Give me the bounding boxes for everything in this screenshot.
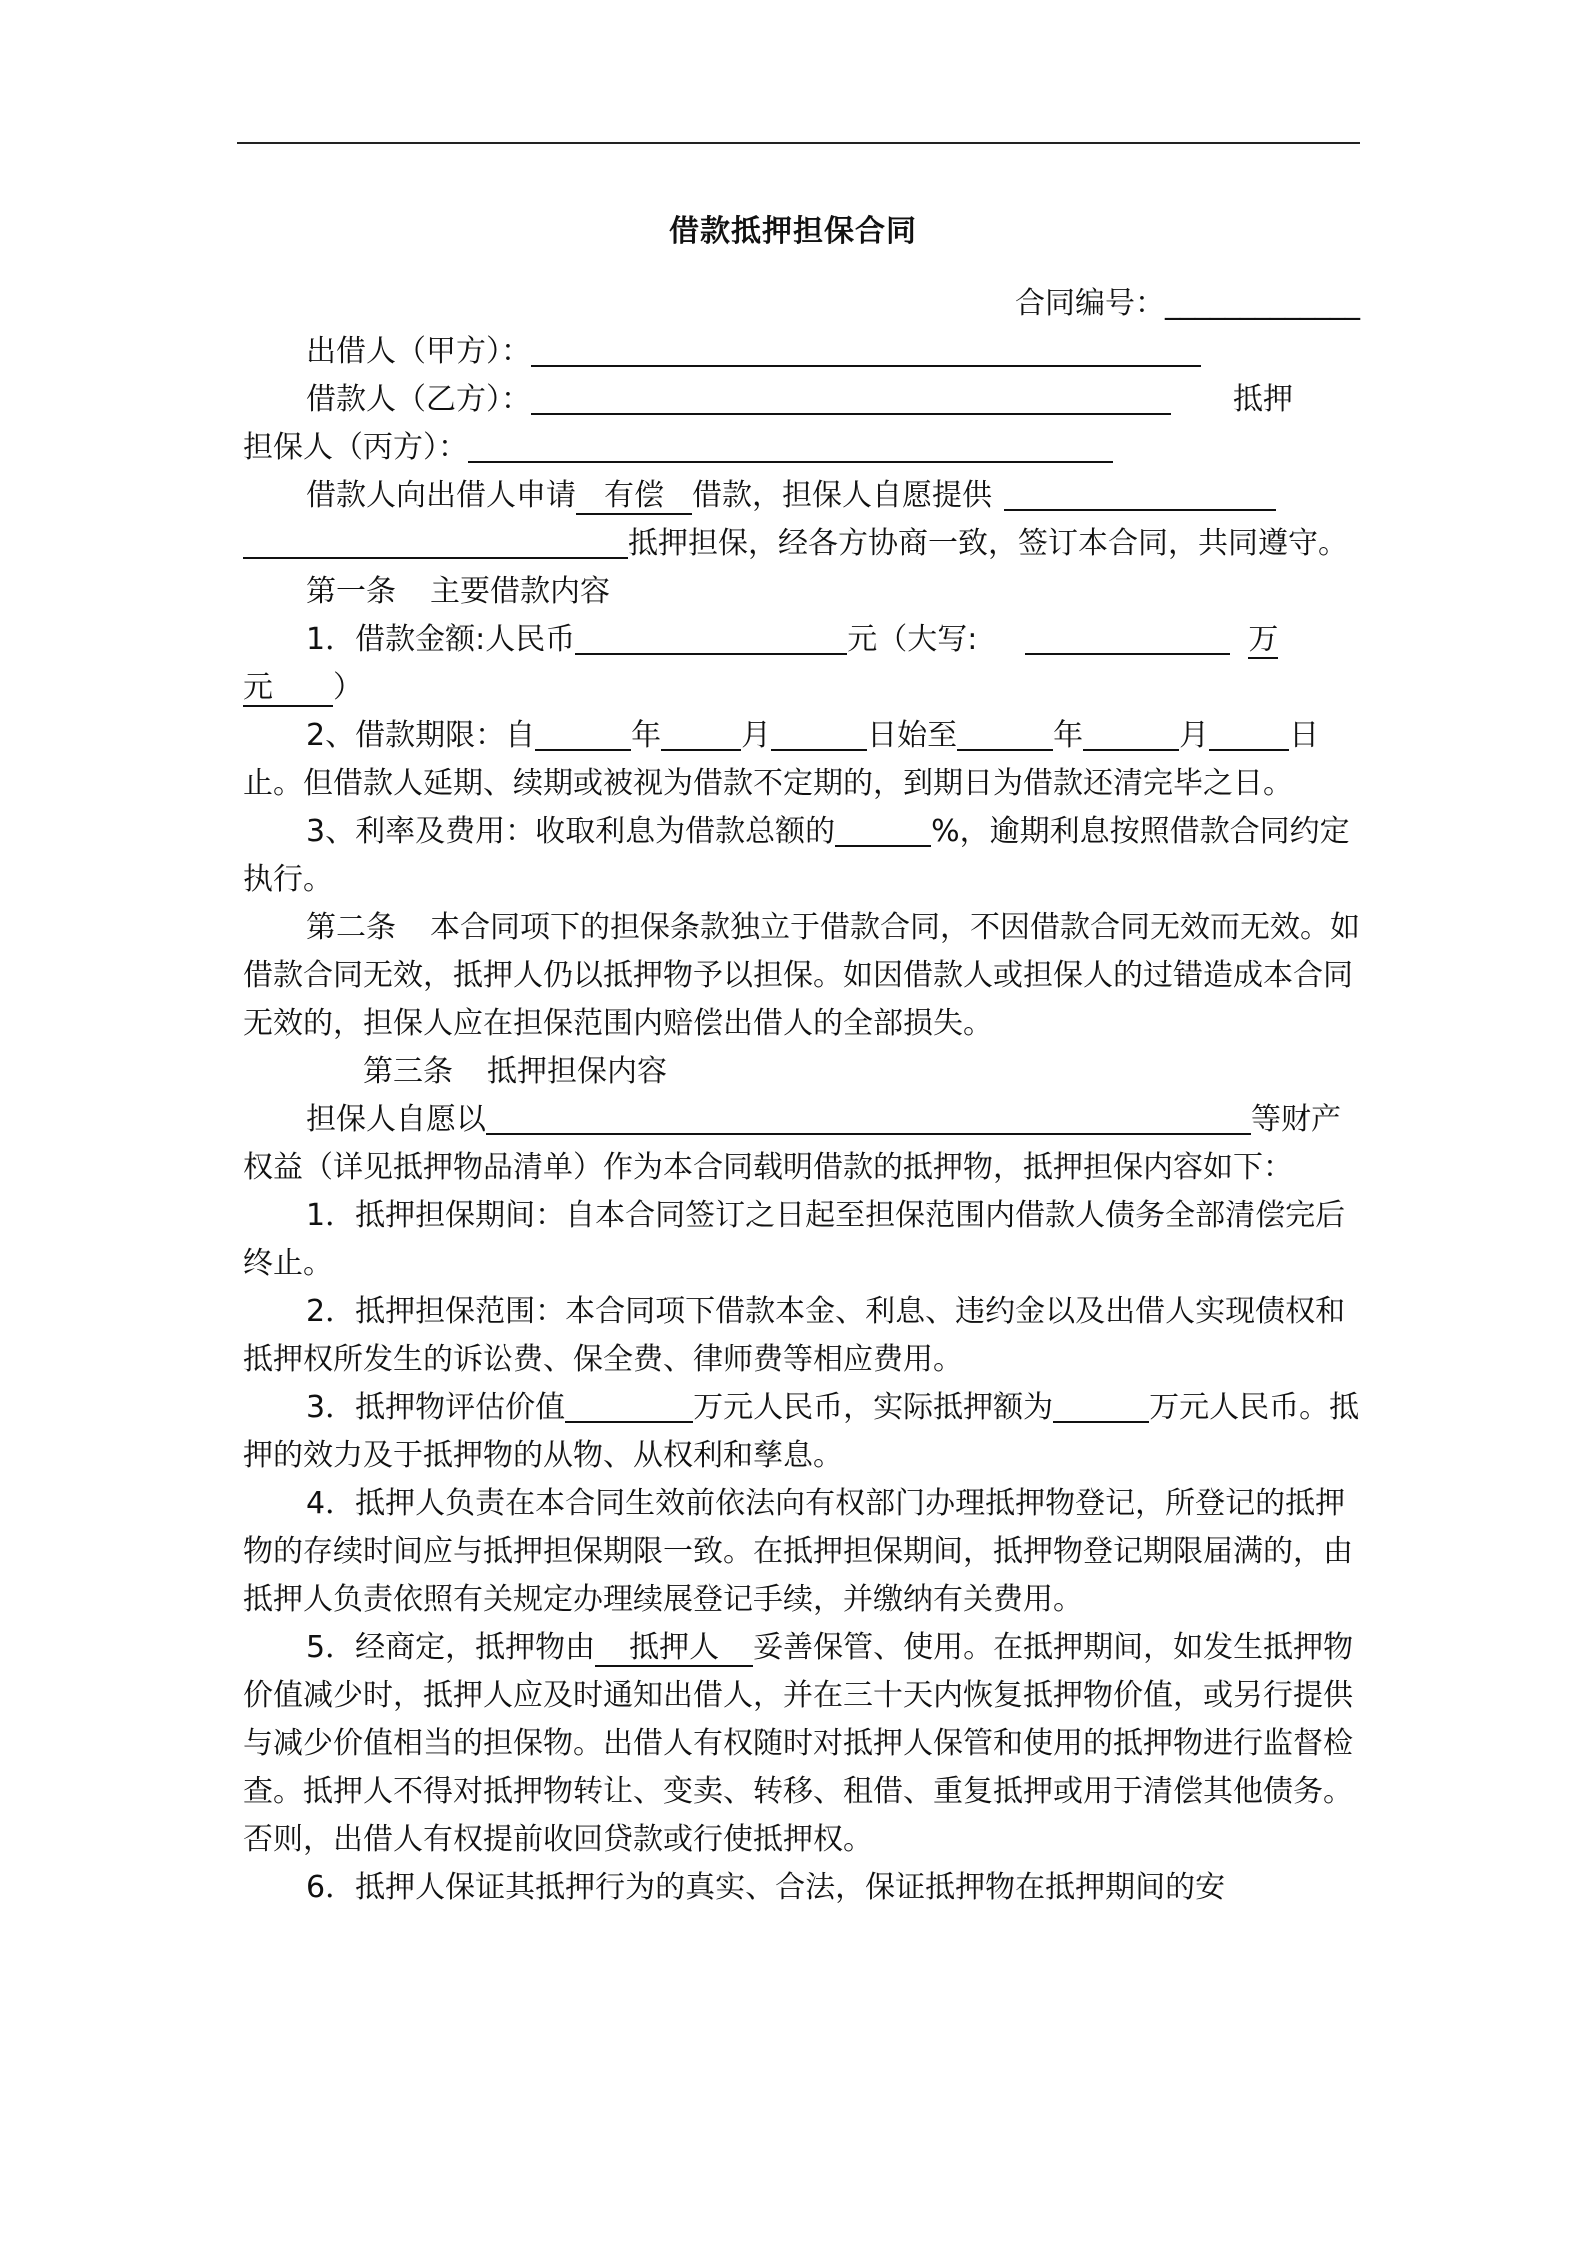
party-a-label: 出借人（甲方）： bbox=[306, 334, 531, 369]
clause-1: 1．抵押担保期间：自本合同签订之日起至担保范围内借款人债务全部清偿完后终止。 bbox=[243, 1198, 1346, 1281]
amount-label: 1．借款金额:人民币 bbox=[306, 622, 576, 657]
article-2 bbox=[243, 904, 1360, 1048]
start-day-blank bbox=[771, 713, 867, 751]
party-c-blank bbox=[468, 425, 1113, 463]
intro-text-2: 借款，担保人自愿提供 bbox=[692, 478, 992, 513]
clause-5-text: 妥善保管、使用。在抵押期间，如发生抵押物价值减少时，抵押人应及时通知出借人，并在三十天内恢复抵押物价值，或另行提供与减少价值相当的担保物。出借人有权随时对抵押人保管和使用的抵押物进行监督检查。抵押人不得对抵押物转让、变卖、转移、租借、重复抵押或用于清偿其他债务。否则，出借人有权提前收回贷款或行使抵押权。 bbox=[243, 1630, 1354, 1857]
header-rule bbox=[237, 142, 1360, 144]
amount-unit: 万元 bbox=[243, 622, 1279, 705]
valuation-label: 3．抵押物评估价值 bbox=[306, 1390, 566, 1425]
item-3-interest bbox=[243, 808, 1360, 904]
intro-text-1: 借款人向出借人申请 bbox=[306, 478, 576, 513]
contract-body bbox=[243, 280, 1360, 1912]
start-month-label: 月 bbox=[741, 718, 772, 753]
contract-number-label: 合同编号： bbox=[1015, 286, 1165, 321]
clause-6: 6．抵押人保证其抵押行为的真实、合法，保证抵押物在抵押期间的安 bbox=[306, 1870, 1226, 1905]
party-a-line bbox=[243, 328, 1360, 376]
collateral-text: 等财产权益（详见抵押物品清单）作为本合同载明借款的抵押物，抵押担保内容如下： bbox=[243, 1102, 1341, 1185]
end-year-blank bbox=[957, 713, 1053, 751]
article-1-number: 第一条 bbox=[306, 574, 396, 609]
party-c-line bbox=[243, 424, 1360, 472]
article-2-number: 第二条 bbox=[306, 910, 396, 945]
article-2-text: 本合同项下的担保条款独立于借款合同，不因借款合同无效而无效。如借款合同无效，抵押人仍以抵押物予以担保。如因借款人或担保人的过错造成本合同无效的，担保人应在担保范围内赔偿出借人的全部损失。 bbox=[243, 910, 1360, 1041]
article-1-title: 主要借款内容 bbox=[430, 574, 610, 609]
loan-type-fill: 有偿 bbox=[576, 478, 692, 515]
guarantee-blank-2 bbox=[243, 521, 628, 559]
end-day-label: 日 bbox=[1289, 718, 1320, 753]
clause-2: 2．抵押担保范围：本合同项下借款本金、利息、违约金以及出借人实现债权和抵押权所发生的诉讼费、保全费、律师费等相应费用。 bbox=[243, 1294, 1346, 1377]
end-month-blank bbox=[1083, 713, 1179, 751]
clause-5 bbox=[243, 1624, 1360, 1864]
valuation-blank bbox=[565, 1385, 693, 1423]
amount-words-blank bbox=[1025, 617, 1230, 655]
party-c-label-start: 抵押 bbox=[1233, 382, 1293, 417]
interest-rate-blank bbox=[835, 809, 931, 847]
party-b-label: 借款人（乙方）： bbox=[306, 382, 531, 417]
custodian-fill: 抵押人 bbox=[595, 1630, 753, 1667]
article-3-number: 第三条 bbox=[363, 1054, 453, 1089]
end-day-blank bbox=[1209, 713, 1289, 751]
start-year-label: 年 bbox=[631, 718, 662, 753]
clause-4: 4．抵押人负责在本合同生效前依法向有权部门办理抵押物登记，所登记的抵押物的存续时间应与抵押担保期限一致。在抵押担保期间，抵押物登记期限届满的，由抵押人负责依照有关规定办理续展登记手续，并缴纳有关费用。 bbox=[243, 1486, 1353, 1617]
clause-3 bbox=[243, 1384, 1360, 1480]
term-label: 2、借款期限：自 bbox=[306, 718, 536, 753]
party-b-blank bbox=[531, 377, 1171, 415]
intro-text-3: 抵押担保，经各方协商一致，签订本合同，共同遵守。 bbox=[628, 526, 1348, 561]
clause-3-text: 万元人民币。抵押的效力及于抵押物的从物、从权利和孳息。 bbox=[243, 1390, 1360, 1473]
contract-number-line bbox=[243, 280, 1360, 328]
article-1-heading bbox=[243, 568, 1360, 616]
amount-blank bbox=[575, 617, 847, 655]
intro-paragraph bbox=[243, 472, 1360, 568]
end-year-label: 年 bbox=[1053, 718, 1084, 753]
item-2-loan-term bbox=[243, 712, 1360, 808]
contract-number-blank: _____________ bbox=[1165, 286, 1360, 321]
interest-label: 3、利率及费用：收取利息为借款总额的 bbox=[306, 814, 836, 849]
mortgage-amount-label: 万元人民币，实际抵押额为 bbox=[693, 1390, 1054, 1425]
custodian-label: 5．经商定，抵押物由 bbox=[306, 1630, 596, 1665]
amount-close: ） bbox=[333, 670, 363, 705]
interest-text: %，逾期利息按照借款合同约定执行。 bbox=[243, 814, 1350, 897]
article-3-heading bbox=[243, 1048, 1360, 1096]
party-a-blank bbox=[531, 329, 1201, 367]
term-text: 止。但借款人延期、续期或被视为借款不定期的，到期日为借款还清完毕之日。 bbox=[243, 766, 1293, 801]
party-b-line bbox=[243, 376, 1360, 424]
start-day-label: 日始至 bbox=[867, 718, 958, 753]
amount-words-label: 元（大写: bbox=[847, 622, 978, 657]
start-month-blank bbox=[661, 713, 741, 751]
guarantee-blank-1 bbox=[1004, 473, 1276, 511]
item-1-loan-amount bbox=[243, 616, 1360, 712]
start-year-blank bbox=[535, 713, 631, 751]
document-title: 借款抵押担保合同 bbox=[669, 214, 917, 249]
party-c-label-end: 担保人（丙方）： bbox=[243, 430, 468, 465]
mortgage-amount-blank bbox=[1053, 1385, 1149, 1423]
end-month-label: 月 bbox=[1179, 718, 1210, 753]
article-3-intro bbox=[243, 1096, 1360, 1192]
collateral-blank bbox=[486, 1097, 1251, 1135]
article-3-title: 抵押担保内容 bbox=[487, 1054, 667, 1089]
collateral-label: 担保人自愿以 bbox=[306, 1102, 486, 1137]
